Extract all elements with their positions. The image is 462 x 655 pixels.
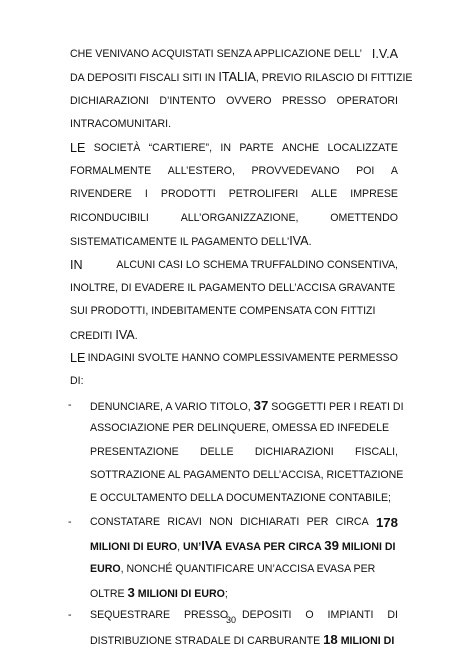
text-line: PRESENTAZIONE DELLE DICHIARAZIONI FISCALI, — [90, 445, 398, 458]
list-item — [68, 394, 404, 511]
text-line: SUI PRODOTTI, INDEBITAMENTE COMPENSATA CON FITTIZI — [70, 305, 376, 318]
text-line: CREDITI IVA. — [70, 327, 138, 342]
text-line: CHE VENIVANO ACQUISTATI SENZA APPLICAZIONE DELL’ I.V.A — [70, 47, 398, 61]
list-dash: - — [68, 515, 72, 528]
text-line: RICONDUCIBILI ALL’ORGANIZZAZIONE, OMETTENDO — [70, 211, 398, 224]
text-line: EURO, NONCHÉ QUANTIFICARE UN’ACCISA EVASA PER — [90, 562, 376, 575]
list-dash: - — [68, 609, 72, 622]
text-line: OLTRE 3 MILIONI DI EURO; — [90, 584, 228, 600]
list-item — [70, 604, 398, 651]
text-line: MILIONI DI EURO, UN’IVA EVASA PER CIRCA 39 MILIONI DI — [90, 538, 396, 554]
page-number: 30 — [225, 615, 236, 625]
text-line: DA DEPOSITI FISCALI SITI IN ITALIA, PREVIO RILASCIO DI FITTIZIE — [70, 70, 413, 85]
list-item — [70, 511, 398, 605]
list-dash: - — [68, 398, 72, 411]
text-line: SISTEMATICAMENTE IL PAGAMENTO DELL’IVA. — [70, 234, 312, 249]
page-body — [68, 43, 413, 651]
text-line: RIVENDERE I PRODOTTI PETROLIFERI ALLE IMPRESE — [70, 188, 398, 201]
text-line: SOTTRAZIONE AL PAGAMENTO DELL’ACCISA, RICETTAZIONE — [90, 469, 404, 482]
text-line: INOLTRE, DI EVADERE IL PAGAMENTO DELL’ACCISA GRAVANTE — [70, 281, 396, 294]
text-line: E OCCULTAMENTO DELLA DOCUMENTAZIONE CONTABILE; — [90, 492, 391, 505]
text-line: DICHIARAZIONI D’INTENTO OVVERO PRESSO OPERATORI — [70, 94, 398, 107]
text-line: FORMALMENTE ALL’ESTERO, PROVVEDEVANO POI A — [70, 164, 398, 177]
text-line: CONSTATARE RICAVI NON DICHIARATI PER CIRCA 178 — [90, 514, 398, 530]
text-line: DI: — [70, 375, 84, 388]
text-line: DENUNCIARE, A VARIO TITOLO, 37 SOGGETTI PER I REATI DI — [90, 397, 404, 413]
text-line: ASSOCIAZIONE PER DELINQUERE, OMESSA ED INFEDELE — [90, 422, 390, 435]
text-line: DISTRIBUZIONE STRADALE DI CARBURANTE 18 MILIONI DI — [90, 631, 395, 647]
text-line: LE SOCIETÀ “CARTIERE”, IN PARTE ANCHE LOCALIZZATE — [70, 140, 398, 155]
text-line: SEQUESTRARE PRESSO DEPOSITI O IMPIANTI DI — [90, 609, 398, 622]
text-line: LE INDAGINI SVOLTE HANNO COMPLESSIVAMENTE PERMESSO — [70, 351, 398, 366]
text-line: IN ALCUNI CASI LO SCHEMA TRUFFALDINO CONSENTIVA, — [70, 257, 398, 272]
text-line: INTRACOMUNITARI. — [70, 118, 172, 131]
